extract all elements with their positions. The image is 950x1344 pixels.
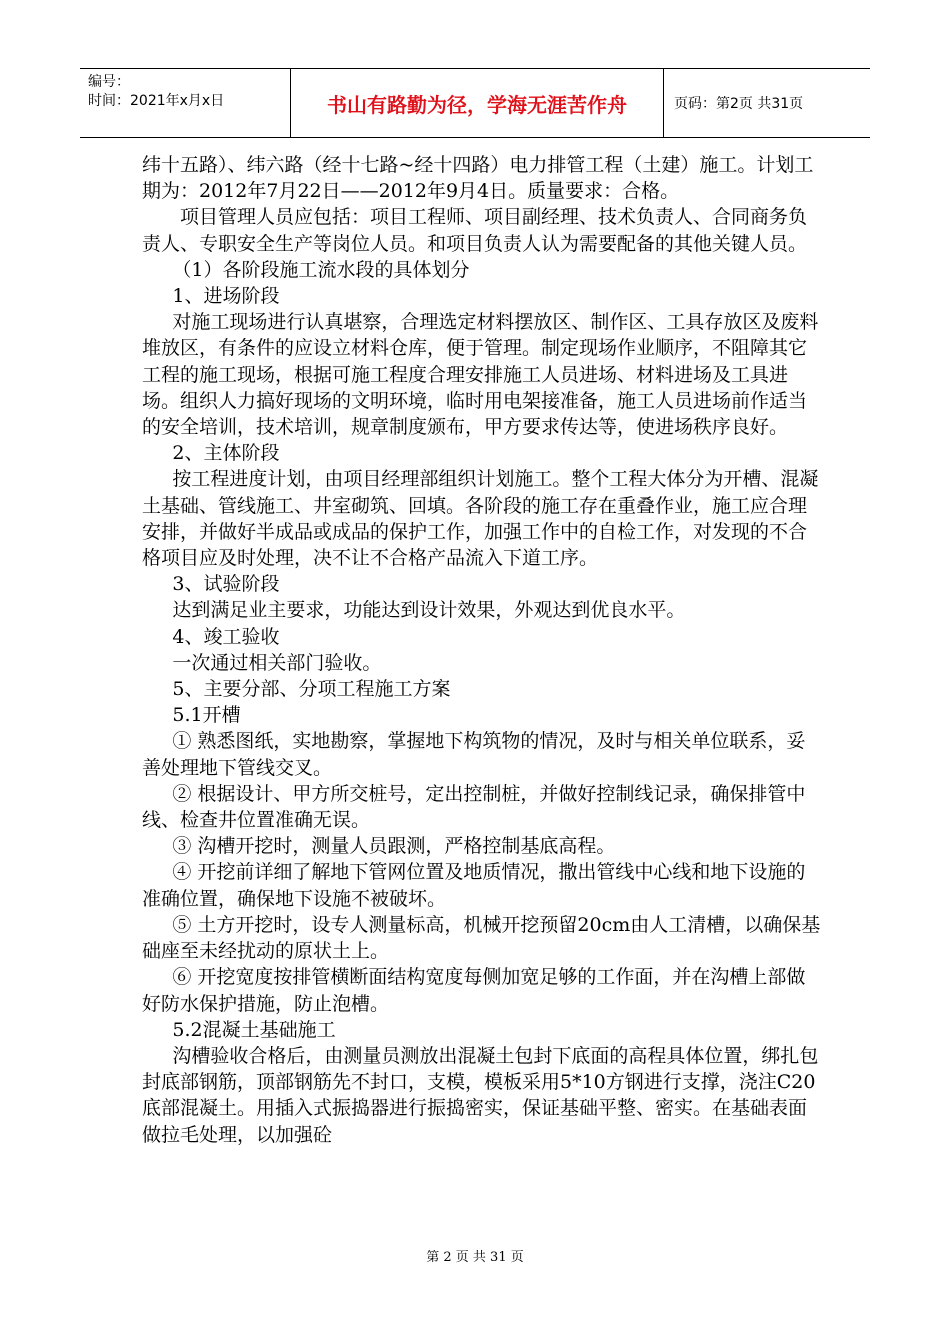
section-heading: 5、主要分部、分项工程施工方案 bbox=[172, 678, 451, 701]
section-heading: 2、主体阶段 bbox=[172, 442, 280, 465]
section-heading: 5.1开槽 bbox=[172, 704, 241, 727]
paragraph: 对施工现场进行认真堪察，合理选定材料摆放区、制作区、工具存放区及废料堆放区，有条件的应设立材料仓库，便于管理。制定现场作业顺序，不阻障其它工程的施工现场，根据可施工程度合理安排施工人员进场、材料进场及工具进场。组织人力搞好现场的文明环境，临时用电架接准备，施工人员进场前作适当的安全培训，技术培训，规章制度颁布，甲方要求传达等，使进场秩序良好。 bbox=[142, 311, 819, 439]
header-slogan: 书山有路勤为径，学海无涯苦作舟 bbox=[291, 69, 664, 137]
section-heading: 4、竣工验收 bbox=[172, 625, 280, 648]
list-item: ⑥ 开挖宽度按排管横断面结构宽度每侧加宽足够的工作面，并在沟槽上部做好防水保护措施，防止泡槽。 bbox=[142, 966, 806, 1015]
paragraph: 按工程进度计划，由项目经理部组织计划施工。整个工程大体分为开槽、混凝土基础、管线施工、井室砌筑、回填。各阶段的施工存在重叠作业，施工应合理安排，并做好半成品或成品的保护工作，加强工作中的自检工作，对发现的不合格项目应及时处理，决不让不合格产品流入下道工序。 bbox=[142, 468, 819, 570]
section-heading: 5.2混凝土基础施工 bbox=[172, 1018, 336, 1041]
section-heading: 1、进场阶段 bbox=[172, 285, 280, 308]
paragraph: 达到满足业主要求，功能达到设计效果，外观达到优良水平。 bbox=[172, 599, 686, 622]
list-item: ④ 开挖前详细了解地下管网位置及地质情况，撒出管线中心线和地下设施的准确位置，确保地下设施不被破坏。 bbox=[142, 861, 806, 910]
list-item: ⑤ 土方开挖时，设专人测量标高，机械开挖预留20cm由人工清槽，以确保基础座至未经扰动的原状土上。 bbox=[142, 913, 821, 963]
document-body bbox=[142, 152, 822, 1148]
code-label: 编号： bbox=[88, 74, 130, 90]
paragraph: 纬十五路）、纬六路（经十七路~经十四路）电力排管工程（土建）施工。计划工期为：2012年7月22日——2012年9月4日。质量要求：合格。 bbox=[142, 154, 814, 203]
time-label: 时间：2021年x月x日 bbox=[88, 93, 225, 109]
list-item: ② 根据设计、甲方所交桩号，定出控制桩，并做好控制线记录，确保排管中线、检查井位置准确无误。 bbox=[142, 782, 806, 832]
paragraph: 沟槽验收合格后，由测量员测放出混凝土包封下底面的高程具体位置，绑扎包封底部钢筋，顶部钢筋先不封口，支模，模板采用5*10方钢进行支撑，浇注C20底部混凝土。用插入式振捣器进行振捣密实，保证基础平整、密实。在基础表面做拉毛处理，以加强砼 bbox=[142, 1044, 819, 1146]
header-meta bbox=[80, 69, 291, 137]
page-header bbox=[80, 68, 870, 138]
paragraph: 一次通过相关部门验收。 bbox=[172, 651, 382, 674]
section-heading: 3、试验阶段 bbox=[172, 573, 280, 596]
section-heading: （1）各阶段施工流水段的具体划分 bbox=[172, 258, 470, 281]
list-item: ③ 沟槽开挖时，测量人员跟测，严格控制基底高程。 bbox=[172, 835, 616, 858]
list-item: ① 熟悉图纸，实地勘察，掌握地下构筑物的情况，及时与相关单位联系，妥善处理地下管线交叉。 bbox=[142, 730, 806, 779]
page-footer: 第 2 页 共 31 页 bbox=[426, 1250, 524, 1265]
paragraph: 项目管理人员应包括：项目工程师、项目副经理、技术负责人、合同商务负责人、专职安全生产等岗位人员。和项目负责人认为需要配备的其他关键人员。 bbox=[142, 206, 808, 255]
header-page-info: 页码：第2页 共31页 bbox=[674, 96, 804, 112]
